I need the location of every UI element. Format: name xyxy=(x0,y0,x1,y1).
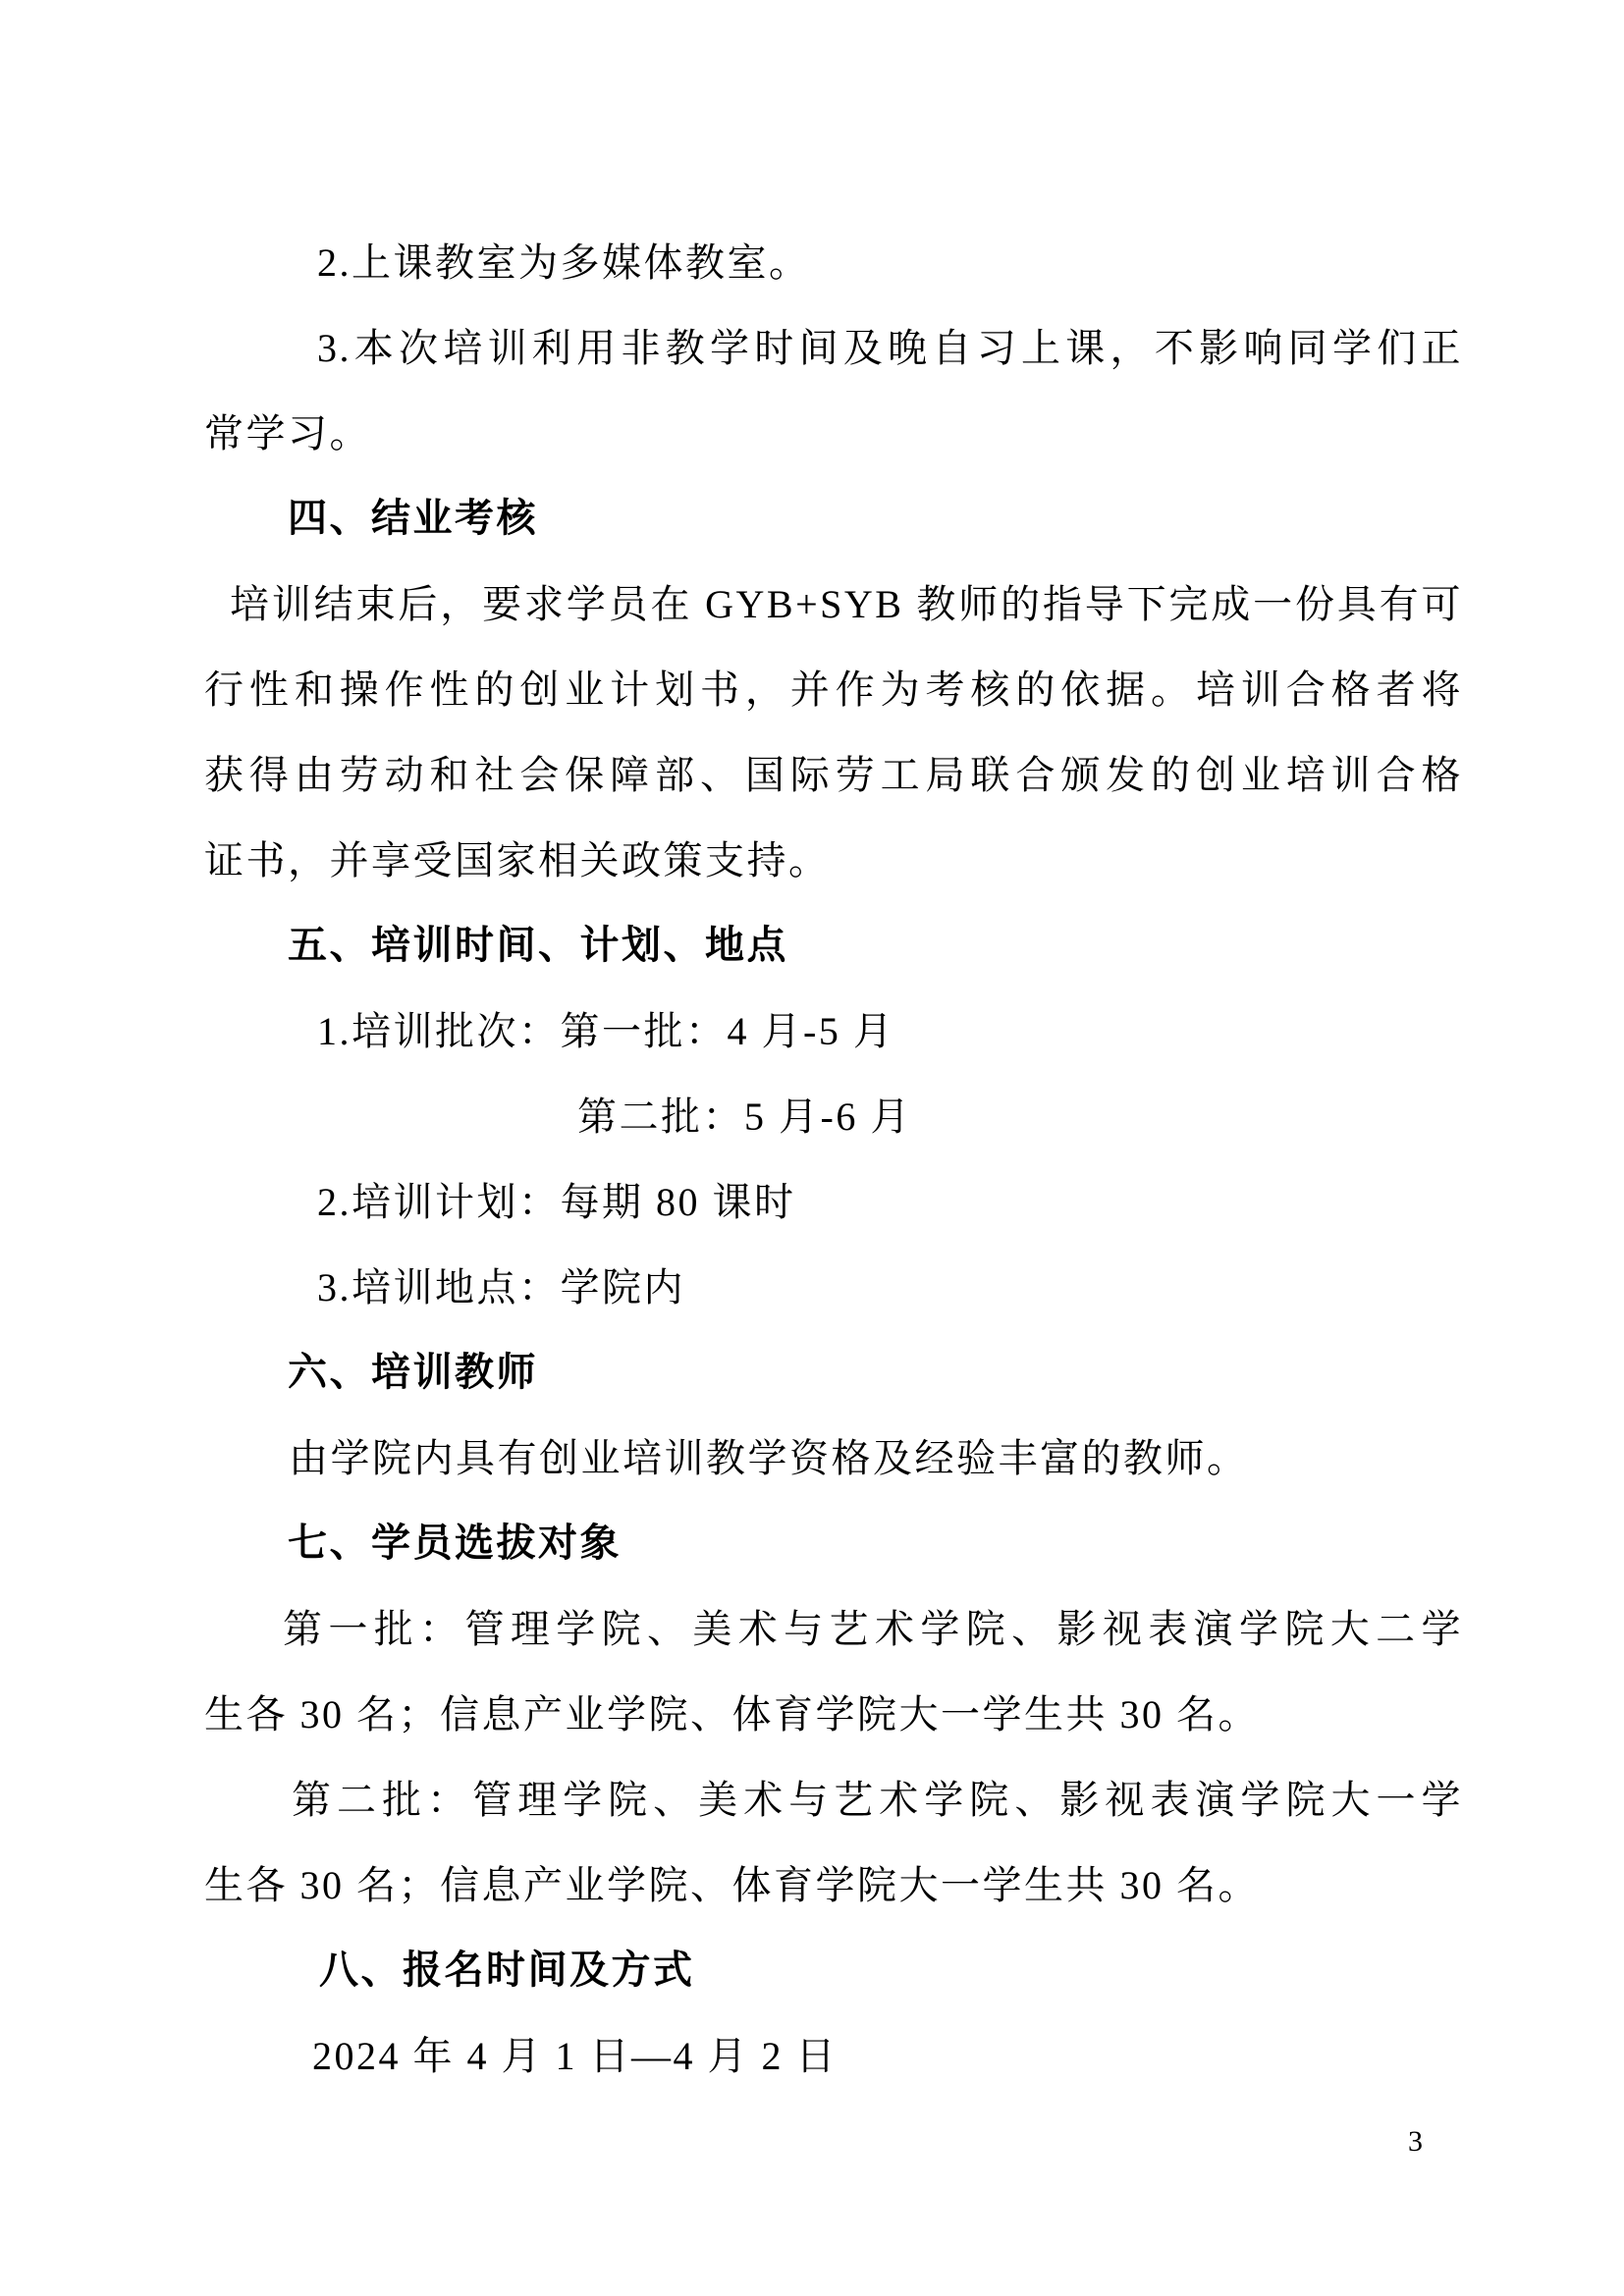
assessment-line-3: 获得由劳动和社会保障部、国际劳工局联合颁发的创业培训合格 xyxy=(204,753,1463,797)
document-body xyxy=(204,220,1463,2099)
page-number: 3 xyxy=(1408,2125,1423,2158)
heading-registration: 八、报名时间及方式 xyxy=(319,1949,695,1992)
note-classroom: 2.上课教室为多媒体教室。 xyxy=(317,240,811,285)
assessment-line-1: 培训结束后，要求学员在 GYB+SYB 教师的指导下完成一份具有可 xyxy=(230,582,1463,626)
para-registration-dates: 2024 年 4 月 1 日—4 月 2 日 xyxy=(312,2034,838,2078)
para-teachers: 由学院内具有创业培训教学资格及经验丰富的教师。 xyxy=(289,1436,1249,1480)
note-schedule-impact: 3.本次培训利用非教学时间及晚自习上课，不影响同学们正 xyxy=(317,326,1463,370)
para-batch1-line-1: 第一批：管理学院、美术与艺术学院、影视表演学院大二学 xyxy=(283,1607,1463,1651)
item-training-location: 3.培训地点：学院内 xyxy=(317,1265,685,1309)
assessment-line-4: 证书，并享受国家相关政策支持。 xyxy=(204,838,831,882)
heading-selection-targets: 七、学员选拔对象 xyxy=(288,1522,622,1565)
note-schedule-impact-cont: 常学习。 xyxy=(204,411,371,455)
heading-schedule: 五、培训时间、计划、地点 xyxy=(288,924,788,967)
item-batch-2-dates: 第二批：5 月-6 月 xyxy=(577,1095,912,1139)
para-batch2-line-1: 第二批：管理学院、美术与艺术学院、影视表演学院大一学 xyxy=(292,1778,1463,1822)
para-batch1-line-2: 生各 30 名；信息产业学院、体育学院大一学生共 30 名。 xyxy=(204,1692,1260,1736)
assessment-line-2: 行性和操作性的创业计划书，并作为考核的依据。培训合格者将 xyxy=(204,667,1463,712)
para-batch2-line-2: 生各 30 名；信息产业学院、体育学院大一学生共 30 名。 xyxy=(204,1863,1260,1907)
item-training-plan: 2.培训计划：每期 80 课时 xyxy=(317,1180,796,1224)
item-training-batches: 1.培训批次：第一批：4 月-5 月 xyxy=(317,1009,895,1053)
heading-teachers: 六、培训教师 xyxy=(288,1351,538,1394)
heading-assessment: 四、结业考核 xyxy=(288,497,538,540)
